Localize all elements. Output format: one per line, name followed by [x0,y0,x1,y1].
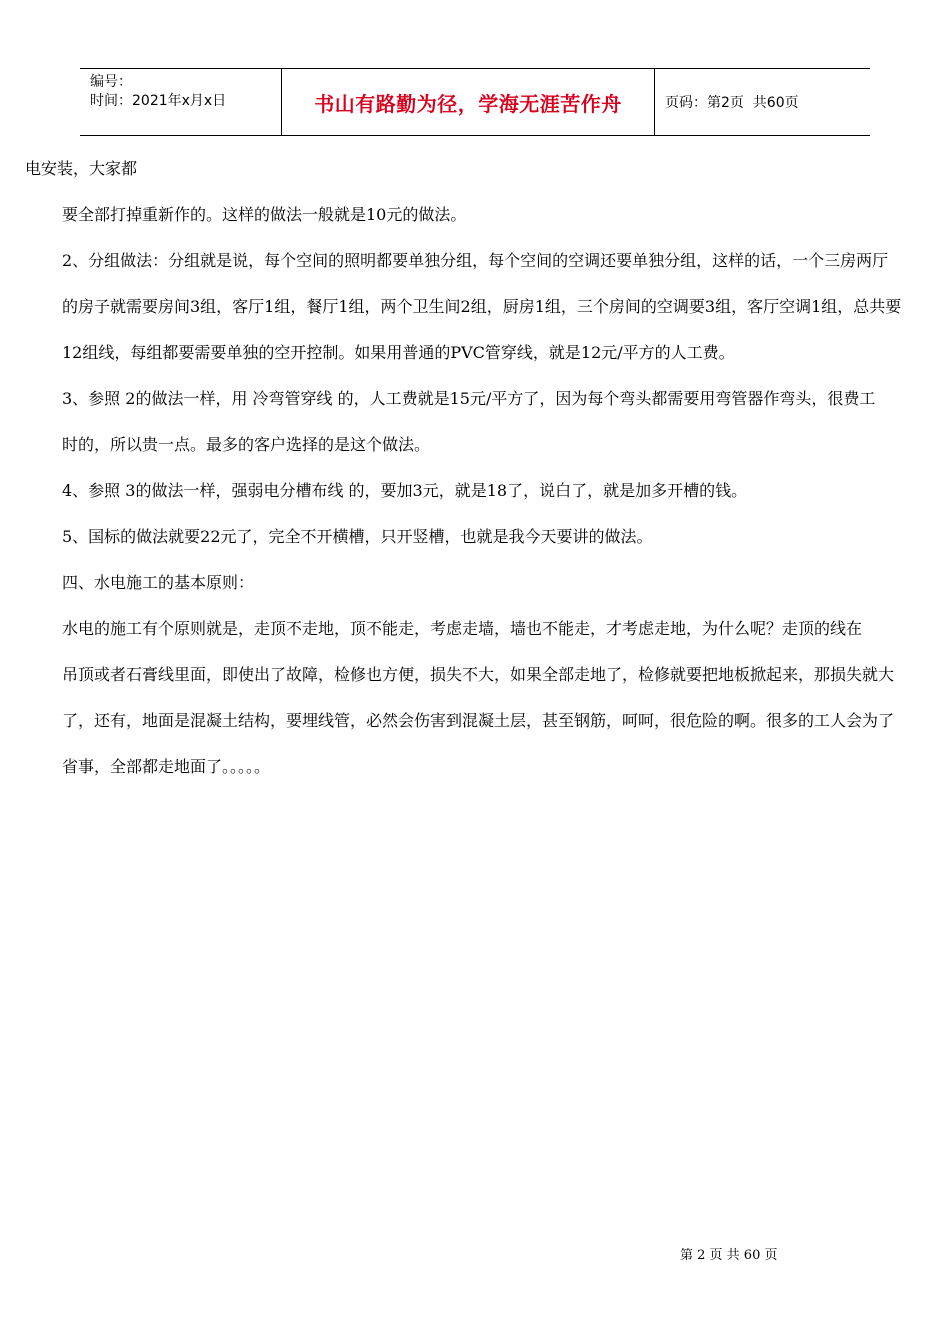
document-date-label: 时间：2021年x月x日 [90,93,227,109]
paragraph: 水电的施工有个原则就是，走顶不走地，顶不能走，考虑走墙，墙也不能走，才考虑走地，为什么呢？走顶的线在 [62,619,863,638]
document-body [25,152,930,796]
paragraph: 电安装，大家都 [25,159,138,178]
section-heading: 四、水电施工的基本原则： [62,573,255,592]
paragraph: 4、参照 3的做法一样，强弱电分槽布线 的，要加3元，就是18了，说白了，就是加多开槽的钱。 [62,481,748,500]
document-number-label: 编号： [90,74,132,90]
paragraph: 12组线，每组都要需要单独的空开控制。如果用普通的PVC管穿线，就是12元/平方的人工费。 [62,343,735,362]
header-table [80,68,870,136]
paragraph: 5、国标的做法就要22元了，完全不开横槽，只开竖槽，也就是我今天要讲的做法。 [62,527,653,546]
header-motto: 书山有路勤为径，学海无涯苦作舟 [282,69,655,135]
paragraph: 2、分组做法：分组就是说，每个空间的照明都要单独分组，每个空间的空调还要单独分组，这样的话，一个三房两厅 [62,251,889,270]
paragraph: 的房子就需要房间3组，客厅1组，餐厅1组，两个卫生间2组，厨房1组，三个房间的空调要3组，客厅空调1组，总共要 [62,297,902,316]
paragraph: 要全部打掉重新作的。这样的做法一般就是10元的做法。 [62,205,467,224]
header-meta-cell [80,69,282,135]
paragraph: 时的，所以贵一点。最多的客户选择的是这个做法。 [62,435,431,454]
paragraph: 省事，全部都走地面了。。。。。 [62,757,271,776]
footer-page-number: 第 2 页 共 60 页 [680,1248,778,1263]
paragraph: 3、参照 2的做法一样，用 冷弯管穿线 的，人工费就是15元/平方了，因为每个弯头都需要用弯管器作弯头，很费工 [62,389,876,408]
header-page-info: 页码：第2页 共60页 [665,95,799,111]
paragraph: 了，还有，地面是混凝土结构，要埋线管，必然会伤害到混凝土层，甚至钢筋，呵呵，很危险的啊。很多的工人会为了 [62,711,895,730]
paragraph: 吊顶或者石膏线里面，即使出了故障，检修也方便，损失不大，如果全部走地了，检修就要把地板掀起来，那损失就大 [62,665,895,684]
